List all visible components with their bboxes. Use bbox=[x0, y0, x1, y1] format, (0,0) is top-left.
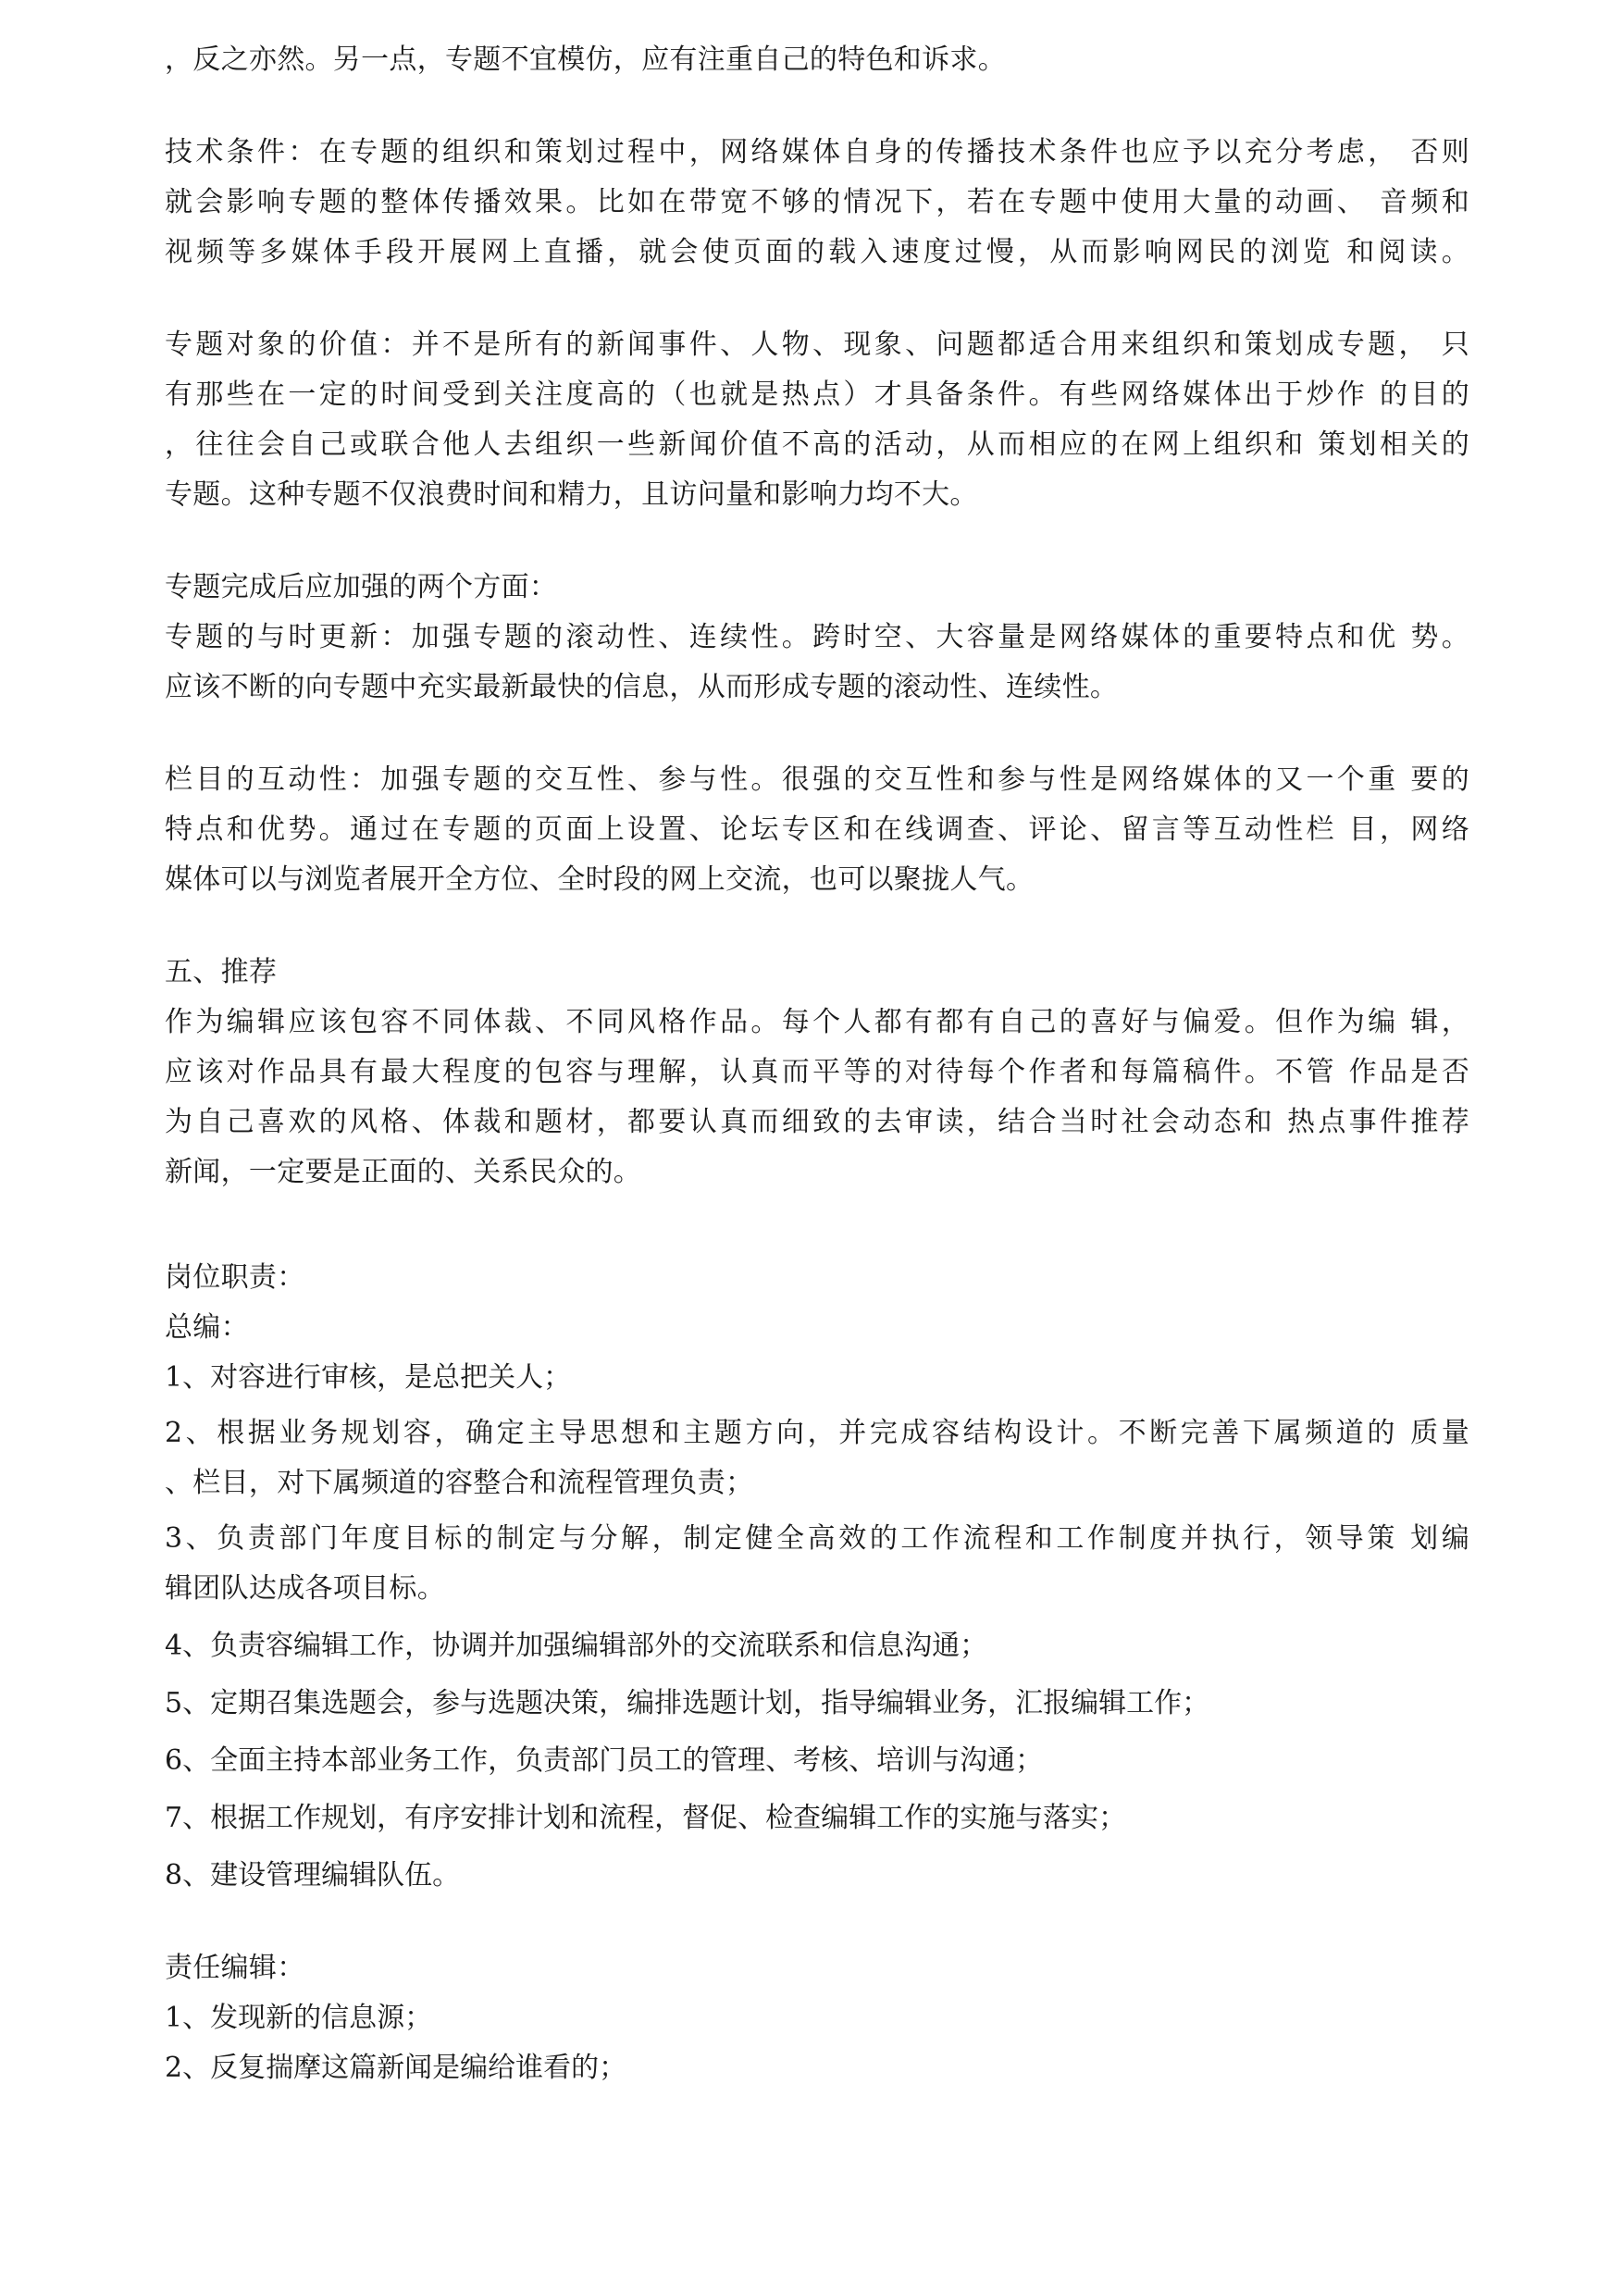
paragraph-topic-value bbox=[165, 320, 1469, 520]
text-line: 应该对作品具有最大程度的包容与理解，认真而平等的对待每个作者和每篇稿件。不管 作品是否 bbox=[165, 1056, 1469, 1088]
document-body bbox=[165, 35, 1469, 2093]
paragraph-interactivity bbox=[165, 755, 1469, 905]
paragraph-technical-conditions bbox=[165, 128, 1469, 278]
list-item: 8、建设管理编辑队伍。 bbox=[165, 1859, 461, 1892]
text-line: 有那些在一定的时间受到关注度高的（也就是热点）才具备条件。有些网络媒体出于炒作 的目的 bbox=[165, 378, 1469, 411]
paragraph-after-completion bbox=[165, 563, 1469, 713]
text-line: 栏目的互动性：加强专题的交互性、参与性。很强的交互性和参与性是网络媒体的又一个重 要的 bbox=[165, 763, 1469, 796]
text-line: 视频等多媒体手段开展网上直播，就会使页面的载入速度过慢，从而影响网民的浏览 和阅读。 bbox=[165, 236, 1469, 268]
text-line: 媒体可以与浏览者展开全方位、全时段的网上交流，也可以聚拢人气。 bbox=[165, 863, 1035, 896]
section-heading: 专题完成后应加强的两个方面： bbox=[165, 571, 558, 603]
text-line: 技术条件：在专题的组织和策划过程中，网络媒体自身的传播技术条件也应予以充分考虑， 否则 bbox=[165, 136, 1469, 168]
text-line: 应该不断的向专题中充实最新最快的信息，从而形成专题的滚动性、连续性。 bbox=[165, 671, 1119, 703]
list-item: 1、对容进行审核，是总把关人； bbox=[165, 1361, 572, 1394]
text-line: 2、根据业务规划容，确定主导思想和主题方向，并完成容结构设计。不断完善下属频道的 质量 bbox=[165, 1417, 1469, 1449]
text-line: 特点和优势。通过在专题的页面上设置、论坛专区和在线调查、评论、留言等互动性栏 目，网络 bbox=[165, 813, 1469, 846]
text-line: 作为编辑应该包容不同体裁、不同风格作品。每个人都有都有自己的喜好与偏爱。但作为编 辑， bbox=[165, 1006, 1469, 1038]
text-line: 、栏目，对下属频道的容整合和流程管理负责； bbox=[165, 1467, 754, 1499]
list-item: 6、全面主持本部业务工作，负责部门员工的管理、考核、培训与沟通； bbox=[165, 1744, 1044, 1777]
text-line: 专题对象的价值：并不是所有的新闻事件、人物、现象、问题都适合用来组织和策划成专题， 只 bbox=[165, 329, 1469, 361]
list-item: 7、根据工作规划，有序安排计划和流程，督促、检查编辑工作的实施与落实； bbox=[165, 1802, 1127, 1834]
list-item: 2、反复揣摩这篇新闻是编给谁看的； bbox=[165, 2052, 627, 2084]
list-item bbox=[165, 1408, 1469, 1508]
list-item: 4、负责容编辑工作，协调并加强编辑部外的交流联系和信息沟通； bbox=[165, 1630, 988, 1662]
section-responsible-editor bbox=[165, 1943, 1469, 2093]
list-item: 5、定期召集选题会，参与选题决策，编排选题计划，指导编辑业务，汇报编辑工作； bbox=[165, 1687, 1210, 1719]
text-line: 专题。这种专题不仅浪费时间和精力，且访问量和影响力均不大。 bbox=[165, 478, 978, 511]
section-heading: 岗位职责： bbox=[165, 1261, 305, 1294]
paragraph-1 bbox=[165, 35, 1469, 85]
subsection-heading: 总编： bbox=[165, 1311, 249, 1344]
list-item bbox=[165, 1514, 1469, 1614]
paragraph-recommendation bbox=[165, 948, 1469, 1197]
section-job-duties bbox=[165, 1253, 1469, 1901]
text-line: 新闻，一定要是正面的、关系民众的。 bbox=[165, 1156, 642, 1188]
list-item: 1、发现新的信息源； bbox=[165, 2002, 433, 2034]
text-line: ，往往会自己或联合他人去组织一些新闻价值不高的活动，从而相应的在网上组织和 策划相关的 bbox=[165, 428, 1469, 461]
section-heading: 五、推荐 bbox=[165, 956, 278, 988]
text-line: 专题的与时更新：加强专题的滚动性、连续性。跨时空、大容量是网络媒体的重要特点和优 势。 bbox=[165, 621, 1469, 653]
text-line: 为自己喜欢的风格、体裁和题材，都要认真而细致的去审读，结合当时社会动态和 热点事件推荐 bbox=[165, 1106, 1469, 1138]
text-line: 就会影响专题的整体传播效果。比如在带宽不够的情况下，若在专题中使用大量的动画、 音频和 bbox=[165, 186, 1469, 218]
subsection-heading: 责任编辑： bbox=[165, 1952, 305, 1984]
text-line: 辑团队达成各项目标。 bbox=[165, 1572, 445, 1605]
text-line: 3、负责部门年度目标的制定与分解，制定健全高效的工作流程和工作制度并执行，领导策 划编 bbox=[165, 1522, 1469, 1555]
text-line: ，反之亦然。另一点，专题不宜模仿，应有注重自己的特色和诉求。 bbox=[165, 43, 1006, 76]
